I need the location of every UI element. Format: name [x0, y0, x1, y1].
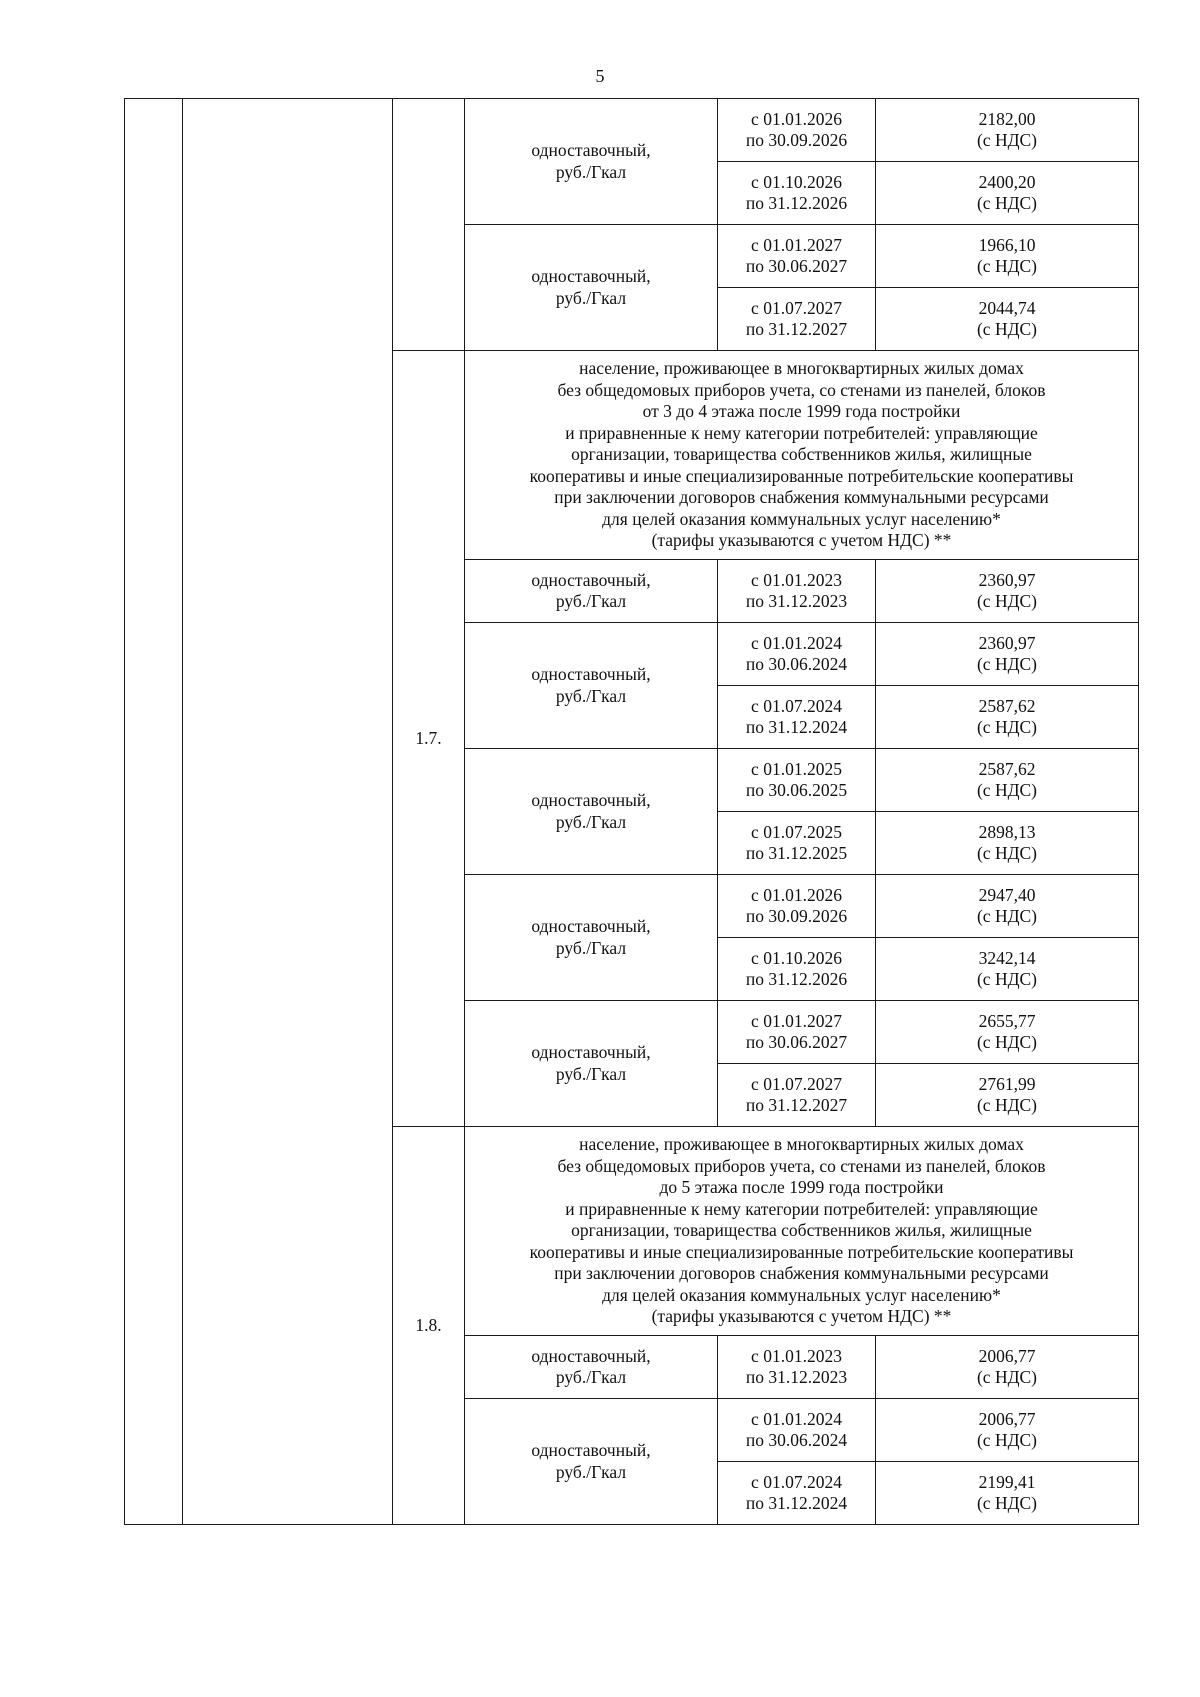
period-cell — [718, 1399, 876, 1462]
period-to: по 31.12.2024 — [745, 717, 848, 737]
section-number-cell — [393, 99, 465, 351]
period-from: с 01.07.2027 — [751, 1073, 842, 1094]
vat-note: (с НДС) — [976, 193, 1038, 213]
period-from: с 01.01.2026 — [751, 884, 842, 905]
tariff-value: 2655,77 — [978, 1010, 1036, 1031]
tariff-type-cell — [465, 1399, 718, 1525]
tariff-table — [124, 98, 1139, 1525]
vat-note: (с НДС) — [976, 717, 1038, 737]
period-to: по 31.12.2024 — [745, 1493, 848, 1513]
description-line: кооперативы и иные специализированные потребительские кооперативы — [529, 1241, 1074, 1262]
vat-note: (с НДС) — [976, 1430, 1038, 1450]
value-cell — [876, 162, 1139, 225]
period-from: с 01.07.2025 — [751, 821, 842, 842]
tariff-type-cell — [465, 749, 718, 875]
value-cell — [876, 225, 1139, 288]
tariff-type: одноставочный, руб./Гкал — [531, 1440, 651, 1482]
period-to: по 31.12.2027 — [745, 1095, 848, 1115]
description-line: для целей оказания коммунальных услуг населению* — [602, 1284, 1001, 1305]
value-cell — [876, 812, 1139, 875]
period-from: с 01.01.2023 — [751, 569, 842, 590]
description-line: население, проживающее в многоквартирных жилых домах — [579, 1134, 1024, 1155]
tariff-type: одноставочный, руб./Гкал — [531, 790, 651, 832]
tariff-type-cell — [465, 560, 718, 623]
section-number-cell — [393, 1127, 465, 1525]
description-line: без общедомовых приборов учета, со стенами из панелей, блоков — [557, 379, 1046, 400]
tariff-type: одноставочный, руб./Гкал — [531, 1345, 651, 1387]
tariff-value: 3242,14 — [978, 947, 1036, 968]
description-line: организации, товарищества собственников жилья, жилищные — [571, 444, 1032, 465]
section-description — [465, 1127, 1139, 1336]
page-number: 5 — [595, 66, 605, 86]
tariff-value: 2947,40 — [978, 884, 1036, 905]
period-to: по 31.12.2026 — [745, 193, 848, 213]
period-cell — [718, 812, 876, 875]
value-cell — [876, 1462, 1139, 1525]
period-to: по 31.12.2026 — [745, 969, 848, 989]
value-cell — [876, 938, 1139, 1001]
tariff-type-cell — [465, 1001, 718, 1127]
period-cell — [718, 99, 876, 162]
period-cell — [718, 288, 876, 351]
period-from: с 01.07.2024 — [751, 1471, 842, 1492]
tariff-type: одноставочный, руб./Гкал — [531, 916, 651, 958]
tariff-value: 2360,97 — [978, 632, 1036, 653]
tariff-value: 2182,00 — [978, 108, 1036, 129]
tariff-type-cell — [465, 623, 718, 749]
description-line: для целей оказания коммунальных услуг населению* — [602, 508, 1001, 529]
value-cell — [876, 1399, 1139, 1462]
period-cell — [718, 1336, 876, 1399]
tariff-type-cell — [465, 875, 718, 1001]
tariff-value: 2761,99 — [978, 1073, 1036, 1094]
period-cell — [718, 938, 876, 1001]
period-cell — [718, 686, 876, 749]
description-line: без общедомовых приборов учета, со стенами из панелей, блоков — [557, 1155, 1046, 1176]
vat-note: (с НДС) — [976, 654, 1038, 674]
vat-note: (с НДС) — [976, 969, 1038, 989]
tariff-type: одноставочный, руб./Гкал — [531, 664, 651, 706]
period-to: по 30.06.2025 — [745, 780, 848, 800]
period-cell — [718, 560, 876, 623]
value-cell — [876, 1001, 1139, 1064]
value-cell — [876, 686, 1139, 749]
period-from: с 01.07.2024 — [751, 695, 842, 716]
tariff-value: 2400,20 — [978, 171, 1036, 192]
vat-note: (с НДС) — [976, 780, 1038, 800]
vat-note: (с НДС) — [976, 1367, 1038, 1387]
period-cell — [718, 1462, 876, 1525]
description-line: (тарифы указываются с учетом НДС) ** — [651, 530, 952, 551]
period-to: по 30.09.2026 — [745, 130, 848, 150]
tariff-type: одноставочный, руб./Гкал — [531, 266, 651, 308]
vat-note: (с НДС) — [976, 591, 1038, 611]
tariff-value: 2044,74 — [978, 297, 1036, 318]
vat-note: (с НДС) — [976, 1032, 1038, 1052]
value-cell — [876, 623, 1139, 686]
period-from: с 01.01.2026 — [751, 108, 842, 129]
period-from: с 01.01.2027 — [751, 234, 842, 255]
period-from: с 01.01.2025 — [751, 758, 842, 779]
value-cell — [876, 1064, 1139, 1127]
section-number: 1.7. — [415, 727, 442, 748]
section-description — [465, 351, 1139, 560]
period-to: по 31.12.2023 — [745, 1367, 848, 1387]
section-number: 1.8. — [415, 1314, 442, 1335]
description-line: и приравненные к нему категории потребителей: управляющие — [565, 422, 1038, 443]
period-to: по 31.12.2027 — [745, 319, 848, 339]
description-line: от 3 до 4 этажа после 1999 года постройки — [642, 401, 961, 422]
description-line: кооперативы и иные специализированные потребительские кооперативы — [529, 465, 1074, 486]
period-from: с 01.07.2027 — [751, 297, 842, 318]
description-line: до 5 этажа после 1999 года постройки — [659, 1177, 944, 1198]
tariff-type-cell — [465, 1336, 718, 1399]
table-row — [125, 99, 1139, 162]
period-cell — [718, 875, 876, 938]
tariff-type: одноставочный, руб./Гкал — [531, 569, 651, 611]
tariff-type: одноставочный, руб./Гкал — [531, 1042, 651, 1084]
description-line: при заключении договоров снабжения коммунальными ресурсами — [554, 487, 1049, 508]
section-number-cell — [393, 351, 465, 1127]
vat-note: (с НДС) — [976, 843, 1038, 863]
value-cell — [876, 560, 1139, 623]
period-cell — [718, 1001, 876, 1064]
vat-note: (с НДС) — [976, 256, 1038, 276]
tariff-value: 2587,62 — [978, 758, 1036, 779]
vat-note: (с НДС) — [976, 1095, 1038, 1115]
description-line: при заключении договоров снабжения коммунальными ресурсами — [554, 1263, 1049, 1284]
period-cell — [718, 623, 876, 686]
period-to: по 30.06.2027 — [745, 256, 848, 276]
period-from: с 01.01.2027 — [751, 1010, 842, 1031]
tariff-value: 2199,41 — [978, 1471, 1036, 1492]
tariff-value: 2898,13 — [978, 821, 1036, 842]
tariff-table-body — [125, 99, 1139, 1525]
description-line: организации, товарищества собственников жилья, жилищные — [571, 1220, 1032, 1241]
value-cell — [876, 288, 1139, 351]
description-line: (тарифы указываются с учетом НДС) ** — [651, 1306, 952, 1327]
tariff-type-cell — [465, 99, 718, 225]
value-cell — [876, 99, 1139, 162]
vat-note: (с НДС) — [976, 319, 1038, 339]
period-from: с 01.10.2026 — [751, 947, 842, 968]
period-to: по 30.09.2026 — [745, 906, 848, 926]
tariff-type: одноставочный, руб./Гкал — [531, 140, 651, 182]
period-from: с 01.01.2023 — [751, 1345, 842, 1366]
tariff-value: 2587,62 — [978, 695, 1036, 716]
period-cell — [718, 162, 876, 225]
period-from: с 01.10.2026 — [751, 171, 842, 192]
period-to: по 30.06.2024 — [745, 654, 848, 674]
period-to: по 31.12.2025 — [745, 843, 848, 863]
description-line: население, проживающее в многоквартирных жилых домах — [579, 358, 1024, 379]
value-cell — [876, 875, 1139, 938]
column-2-cell — [183, 99, 393, 1525]
tariff-type-cell — [465, 225, 718, 351]
tariff-value: 2360,97 — [978, 569, 1036, 590]
vat-note: (с НДС) — [976, 906, 1038, 926]
value-cell — [876, 749, 1139, 812]
column-1-cell — [125, 99, 183, 1525]
tariff-value: 2006,77 — [978, 1408, 1036, 1429]
period-cell — [718, 1064, 876, 1127]
period-to: по 30.06.2024 — [745, 1430, 848, 1450]
description-line: и приравненные к нему категории потребителей: управляющие — [565, 1198, 1038, 1219]
period-cell — [718, 749, 876, 812]
tariff-value: 2006,77 — [978, 1345, 1036, 1366]
tariff-value: 1966,10 — [978, 234, 1036, 255]
value-cell — [876, 1336, 1139, 1399]
period-cell — [718, 225, 876, 288]
vat-note: (с НДС) — [976, 130, 1038, 150]
vat-note: (с НДС) — [976, 1493, 1038, 1513]
period-to: по 30.06.2027 — [745, 1032, 848, 1052]
period-from: с 01.01.2024 — [751, 1408, 842, 1429]
period-from: с 01.01.2024 — [751, 632, 842, 653]
period-to: по 31.12.2023 — [745, 591, 848, 611]
